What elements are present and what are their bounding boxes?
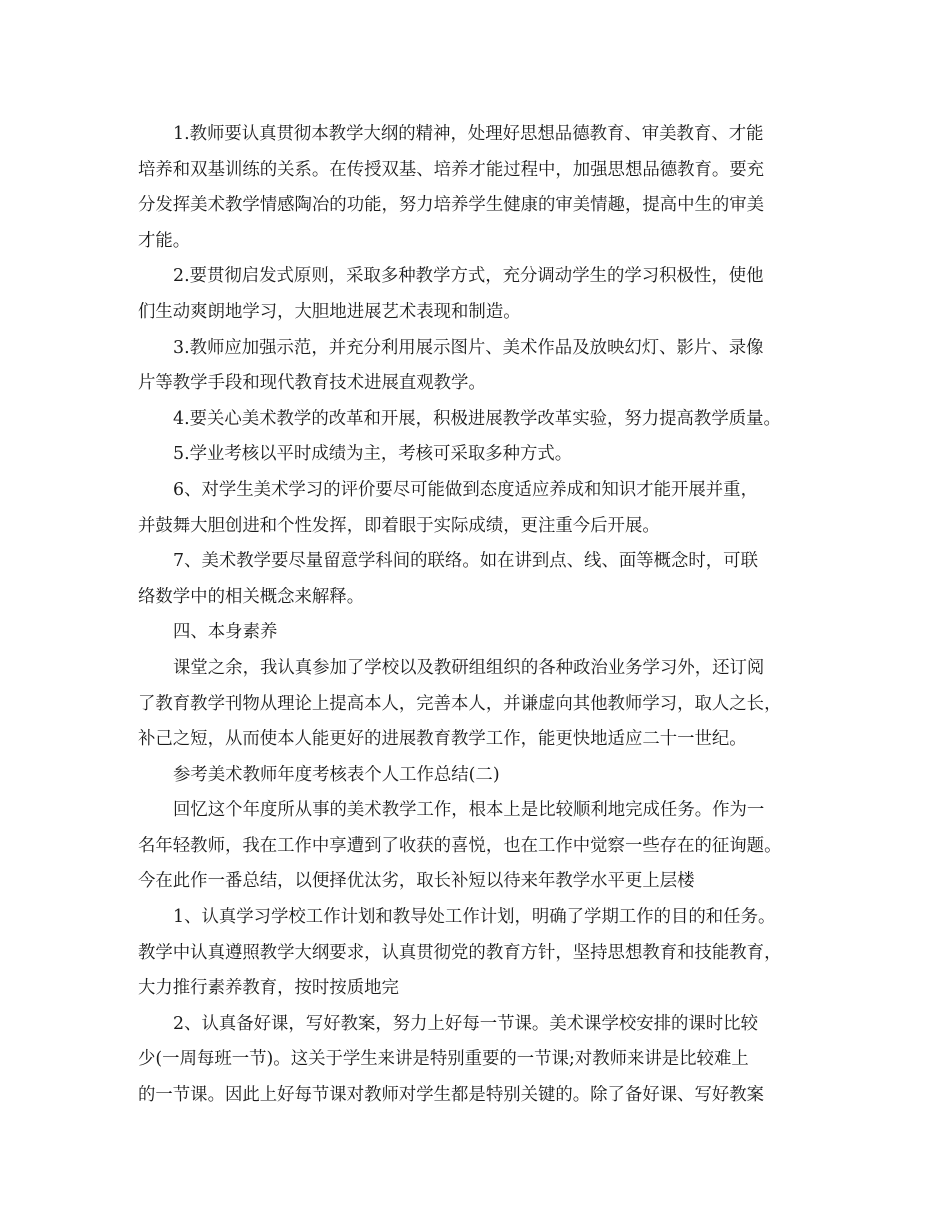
text-line: 才能。 bbox=[138, 230, 191, 251]
text-line: 教学中认真遵照教学大纲要求，认真贯彻党的教育方针，坚持思想教育和技能教育， bbox=[138, 942, 782, 963]
text-line: 2、认真备好课，写好教案，努力上好每一节课。美术课学校安排的课时比较 bbox=[173, 1013, 758, 1034]
text-line: 3.教师应加强示范，并充分利用展示图片、美术作品及放映幻灯、影片、录像 bbox=[173, 337, 764, 358]
text-line: 分发挥美术教学情感陶冶的功能，努力培养学生健康的审美情趣，提高中生的审美 bbox=[138, 195, 765, 216]
text-line: 了教育教学刊物从理论上提高本人，完善本人，并谦虚向其他教师学习，取人之长， bbox=[138, 693, 782, 714]
text-line: 课堂之余，我认真参加了学校以及教研组组织的各种政治业务学习外，还订阅 bbox=[173, 657, 765, 678]
text-line: 1.教师要认真贯彻本教学大纲的精神，处理好思想品德教育、审美教育、才能 bbox=[173, 124, 764, 144]
text-line: 大力推行素养教育，按时按质地完 bbox=[138, 978, 399, 999]
text-line: 补己之短，从而使本人能更好的进展教育教学工作，能更快地适应二十一世纪。 bbox=[138, 729, 747, 750]
text-line: 名年轻教师，我在工作中享遭到了收获的喜悦，也在工作中觉察一些存在的征询题。 bbox=[138, 835, 782, 856]
text-line: 4.要关心美术教学的改革和开展，积极进展教学改革实验，努力提高教学质量。 bbox=[173, 408, 781, 429]
text-line: 回忆这个年度所从事的美术教学工作，根本上是比较顺利地完成任务。作为一 bbox=[173, 800, 765, 821]
text-line: 2.要贯彻启发式原则，采取多种教学方式，充分调动学生的学习积极性，使他 bbox=[173, 266, 764, 287]
text-line: 参考美术教师年度考核表个人工作总结(二) bbox=[173, 764, 500, 785]
text-line: 并鼓舞大胆创进和个性发挥，即着眼于实际成绩，更注重今后开展。 bbox=[138, 515, 660, 536]
text-line: 们生动爽朗地学习，大胆地进展艺术表现和制造。 bbox=[138, 301, 521, 322]
text-line: 6、对学生美术学习的评价要尽可能做到态度适应养成和知识才能开展并重， bbox=[173, 479, 758, 500]
text-line: 今在此作一番总结，以便择优汰劣，取长补短以待来年教学水平更上层楼 bbox=[138, 871, 695, 892]
text-line: 5.学业考核以平时成绩为主，考核可采取多种方式。 bbox=[173, 444, 573, 465]
document-body bbox=[138, 117, 828, 1114]
text-line: 络数学中的相关概念来解释。 bbox=[138, 586, 365, 607]
text-line: 7、美术教学要尽量留意学科间的联络。如在讲到点、线、面等概念时，可联 bbox=[173, 551, 758, 572]
text-line: 少(一周每班一节)。这关于学生来讲是特别重要的一节课;对教师来讲是比较难上 bbox=[138, 1049, 749, 1070]
text-line: 培养和双基训练的关系。在传授双基、培养才能过程中，加强思想品德教育。要充 bbox=[138, 159, 765, 180]
text-line: 1、认真学习学校工作计划和教导处工作计划，明确了学期工作的目的和任务。 bbox=[173, 907, 776, 928]
text-line: 片等教学手段和现代教育技术进展直观教学。 bbox=[138, 373, 486, 394]
text-line: 四、本身素养 bbox=[173, 622, 278, 643]
text-line: 的一节课。因此上好每节课对教师对学生都是特别关键的。除了备好课、写好教案 bbox=[138, 1085, 765, 1106]
